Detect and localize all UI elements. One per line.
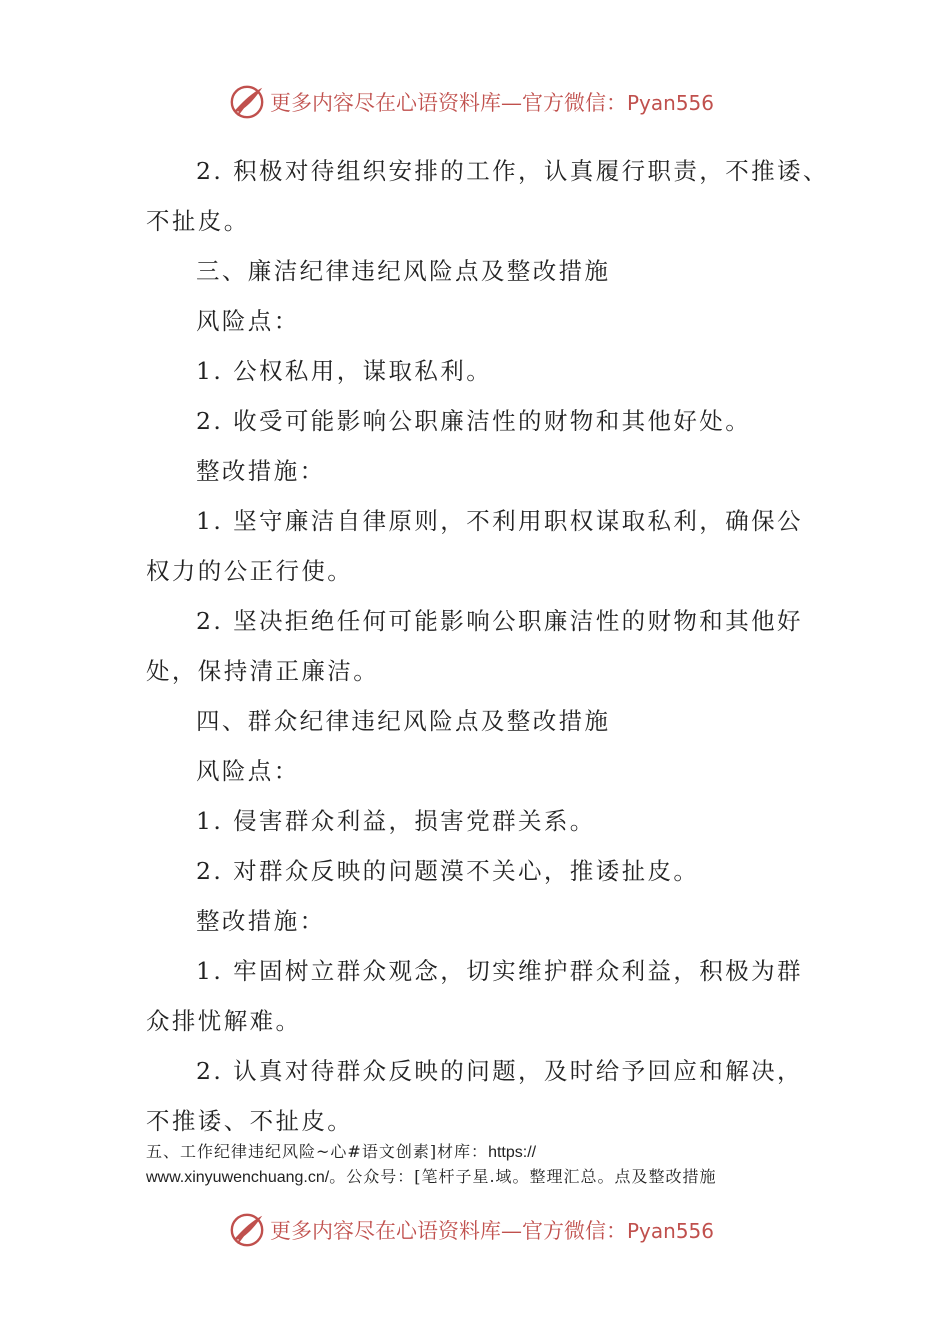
text-line: 不推诿、不扯皮。 (146, 1107, 354, 1135)
text-line: 整改措施： (196, 457, 326, 485)
text-line: 整改措施： (196, 907, 326, 935)
text-line: 三、廉洁纪律违纪风险点及整改措施 (196, 257, 611, 285)
footer-url-part1: https:// (488, 1144, 537, 1161)
text-line: 1. 侵害群众利益，损害党群关系。 (196, 807, 596, 835)
document-body (146, 146, 829, 1146)
quill-logo-icon (228, 83, 266, 121)
quill-logo-icon (228, 1211, 266, 1249)
footer-banner (228, 1208, 714, 1252)
text-line: 风险点： (196, 757, 300, 785)
footer-note-text-2: 。公众号：[笔杆子星.域。整理汇总。点及整改措施 (329, 1167, 717, 1186)
text-line: 1. 坚守廉洁自律原则，不利用职权谋取私利，确保公 (196, 507, 803, 535)
text-line: 不扯皮。 (146, 207, 250, 235)
banner-text: 更多内容尽在心语资料库—官方微信：Pyan556 (270, 91, 715, 115)
text-line: 众排忧解难。 (146, 1007, 302, 1035)
text-line: 权力的公正行使。 (146, 557, 354, 585)
text-line: 2. 对群众反映的问题漠不关心，推诿扯皮。 (196, 857, 700, 885)
text-line: 1. 公权私用，谋取私利。 (196, 357, 493, 385)
text-line: 1. 牢固树立群众观念，切实维护群众利益，积极为群 (196, 957, 803, 985)
text-line: 2. 认真对待群众反映的问题，及时给予回应和解决， (196, 1057, 803, 1085)
text-line: 风险点： (196, 307, 300, 335)
header-banner (228, 80, 714, 124)
text-line: 四、群众纪律违纪风险点及整改措施 (196, 707, 611, 735)
footer-note-text: 五、工作纪律违纪风险~心#语文创素]材库： (146, 1142, 489, 1161)
text-line: 2. 坚决拒绝任何可能影响公职廉洁性的财物和其他好 (196, 607, 803, 635)
footer-url-part2: www.xinyuwenchuang.cn/ (146, 1169, 330, 1186)
text-line: 处，保持清正廉洁。 (146, 657, 380, 685)
banner-text: 更多内容尽在心语资料库—官方微信：Pyan556 (270, 1219, 715, 1243)
text-line: 2. 积极对待组织安排的工作，认真履行职责，不推诿、 (196, 157, 829, 185)
text-line: 2. 收受可能影响公职廉洁性的财物和其他好处。 (196, 407, 752, 435)
footer-note (146, 1140, 796, 1190)
